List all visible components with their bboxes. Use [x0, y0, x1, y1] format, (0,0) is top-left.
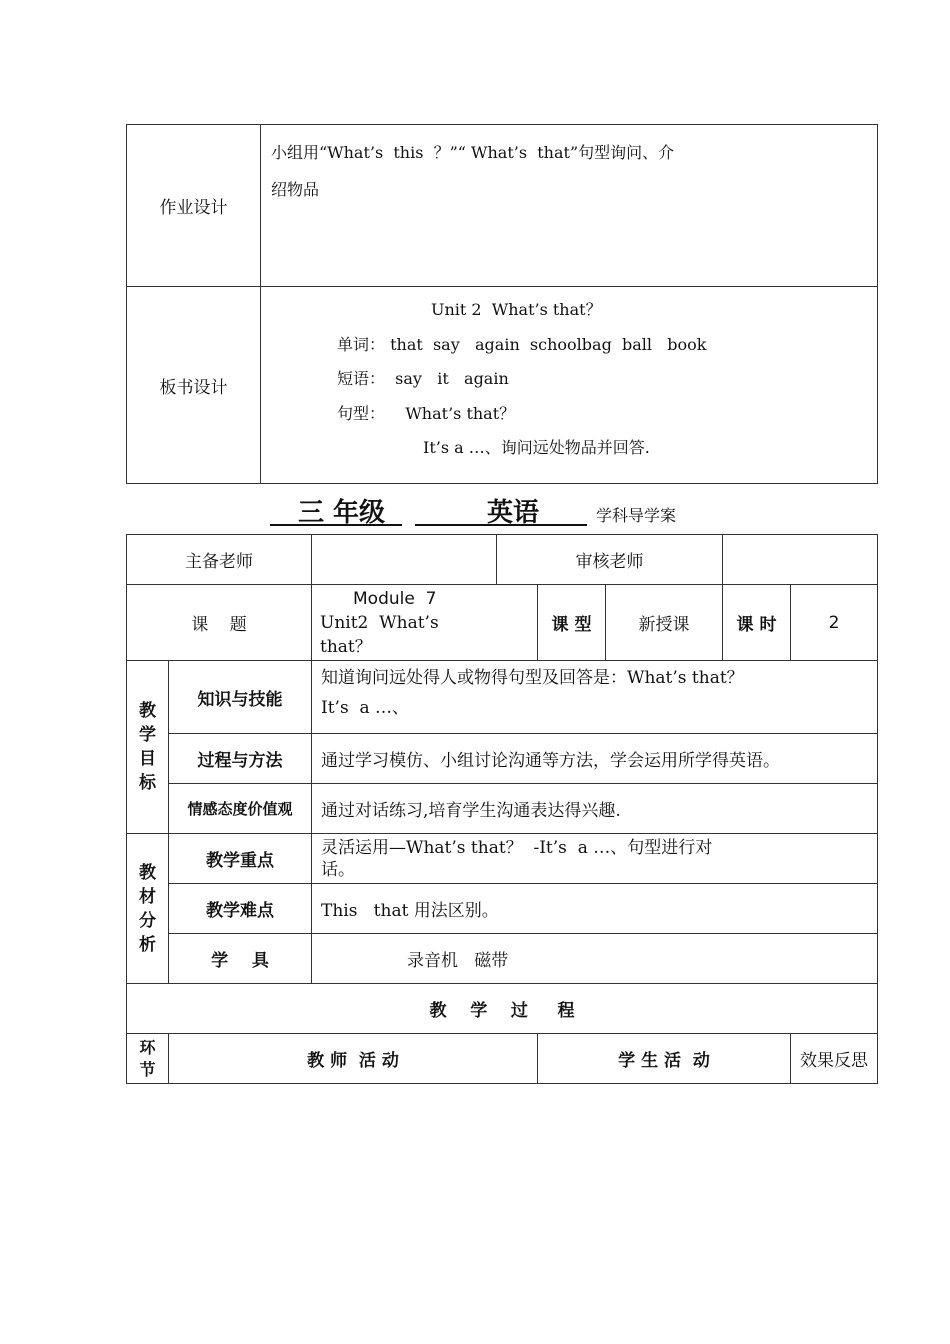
goal-process-value: 通过学习模仿、小组讨论沟通等方法，学会运用所学得英语。	[312, 734, 878, 784]
topic-that: that？	[320, 636, 372, 657]
lead-teacher-label: 主备老师	[127, 535, 312, 585]
goal-process-label: 过程与方法	[169, 734, 312, 784]
lead-teacher-value	[312, 535, 497, 585]
goal-knowledge-label: 知识与技能	[169, 661, 312, 734]
subject-text: 英语	[487, 498, 540, 528]
homework-label: 作业设计	[127, 125, 261, 287]
goals-label: 教学目标	[127, 661, 169, 834]
period-label: 课 时	[723, 585, 791, 661]
difficult-point-row	[127, 884, 878, 934]
key-point-line-2: 话。	[321, 859, 355, 880]
topic-module: Module 7	[353, 588, 437, 609]
page-heading	[270, 490, 750, 530]
type-value: 新授课	[606, 585, 723, 661]
lesson-plan-table	[126, 534, 878, 1084]
homework-content	[261, 125, 878, 287]
board-answer: It’s a …、询问远处物品并回答.	[423, 438, 650, 457]
goal-knowledge-line-1: 知道询问远处得人或物得句型及回答是：What’s that？	[321, 668, 744, 688]
key-point-value	[312, 834, 878, 884]
topic-unit: Unit2 What’s	[320, 612, 439, 633]
goal-attitude-row	[127, 784, 878, 834]
goal-attitude-value: 通过对话练习,培育学生沟通表达得兴趣.	[312, 784, 878, 834]
student-activity-header: 学 生 活 动	[538, 1034, 791, 1084]
top-table	[126, 124, 878, 484]
period-value: 2	[791, 585, 878, 661]
tools-row	[127, 934, 878, 984]
grade-text: 三 年级	[298, 498, 386, 528]
process-label: 教 学 过 程	[127, 984, 878, 1034]
goal-knowledge-row	[127, 661, 878, 734]
board-row	[127, 287, 878, 484]
process-header-row	[127, 1034, 878, 1084]
key-point-line-1: 灵活运用—What’s that？ -It’s a …、句型进行对	[321, 837, 713, 858]
goal-knowledge-line-2: It’s a …、	[321, 698, 410, 718]
difficult-point-value: This that 用法区别。	[312, 884, 878, 934]
teachers-row	[127, 535, 878, 585]
key-point-row	[127, 834, 878, 884]
type-label: 课 型	[538, 585, 606, 661]
key-point-label: 教学重点	[169, 834, 312, 884]
step-label: 环节	[127, 1034, 169, 1084]
board-phrases: 短语： say it again	[337, 369, 509, 388]
goal-attitude-label: 情感态度价值观	[169, 784, 312, 834]
board-content	[261, 287, 878, 484]
board-title: Unit 2 What’s that？	[431, 300, 602, 319]
goal-process-row	[127, 734, 878, 784]
reflection-header: 效果反思	[791, 1034, 878, 1084]
homework-row	[127, 125, 878, 287]
review-teacher-label: 审核老师	[497, 535, 723, 585]
homework-line-1: 小组用“What’s this ？”“ What’s that”句型询问、介	[271, 143, 675, 162]
board-words: 单词： that say again schoolbag ball book	[337, 334, 707, 354]
teacher-activity-header: 教 师 活 动	[169, 1034, 538, 1084]
board-pattern: 句型： What’s that？	[337, 403, 516, 423]
difficult-point-label: 教学难点	[169, 884, 312, 934]
review-teacher-value	[723, 535, 878, 585]
analysis-label: 教材分析	[127, 834, 169, 984]
board-label: 板书设计	[127, 287, 261, 484]
topic-value	[312, 585, 538, 661]
tools-value: 录音机 磁带	[312, 934, 878, 984]
goal-knowledge-value	[312, 661, 878, 734]
homework-line-2: 绍物品	[271, 180, 320, 199]
process-row	[127, 984, 878, 1034]
topic-row	[127, 585, 878, 661]
topic-label: 课 题	[127, 585, 312, 661]
tools-label: 学 具	[169, 934, 312, 984]
heading-subtitle: 学科导学案	[596, 506, 677, 525]
